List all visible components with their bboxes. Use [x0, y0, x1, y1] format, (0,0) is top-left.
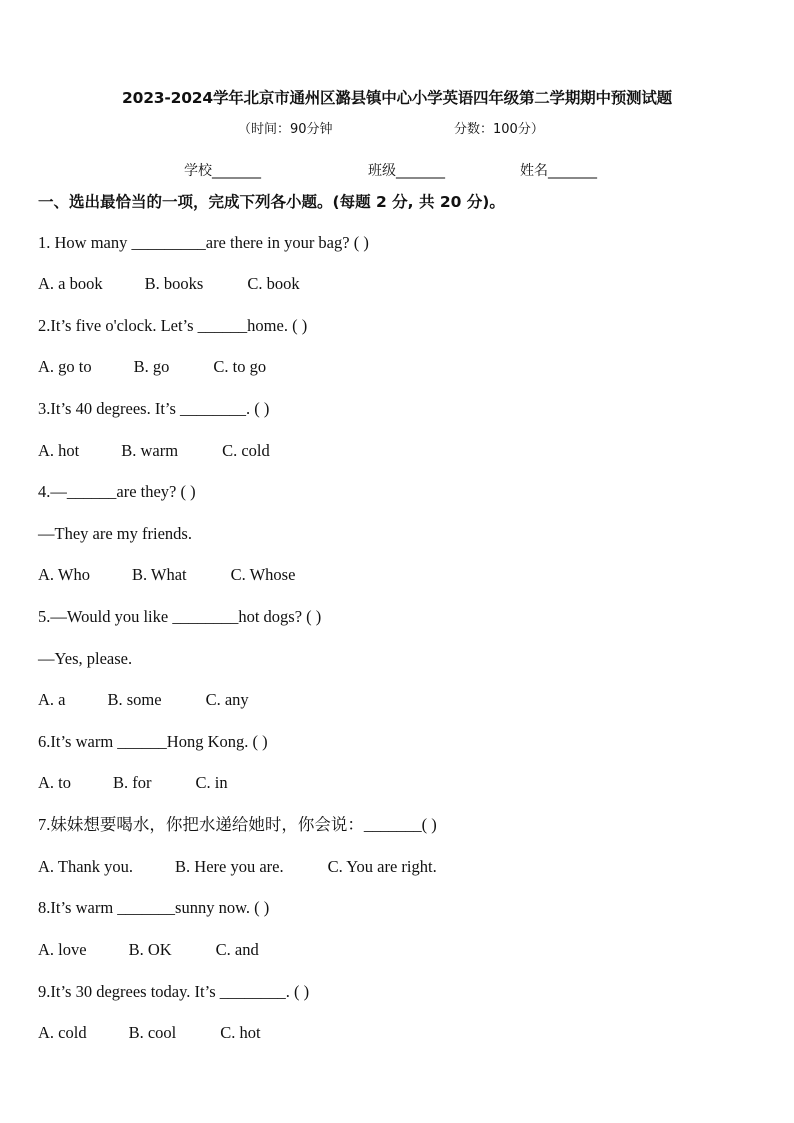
class-field: 班级_______	[368, 163, 445, 179]
option-a: A. love	[38, 940, 87, 959]
question-options	[38, 441, 270, 461]
option-c: C. hot	[220, 1023, 261, 1042]
question-stem: 4.—______are they? ( )	[38, 482, 196, 501]
option-b: B. cool	[128, 1023, 177, 1042]
question-options	[38, 690, 249, 710]
option-c: C. in	[195, 773, 228, 792]
option-b: B. Here you are.	[175, 857, 284, 876]
option-a: A. Thank you.	[38, 857, 134, 876]
question-stem: 2.It’s five o'clock. Let’s ______home. ( )	[38, 316, 308, 335]
question-stem: 6.It’s warm ______Hong Kong. ( )	[38, 732, 268, 751]
exam-time: （时间：90分钟	[238, 122, 333, 137]
option-b: B. OK	[128, 940, 172, 959]
option-c: C. any	[205, 690, 249, 709]
option-c: C. to go	[213, 357, 267, 376]
question-options	[38, 857, 437, 877]
option-a: A. to	[38, 773, 71, 792]
option-b: B. some	[107, 690, 162, 709]
option-b: B. warm	[121, 441, 179, 460]
question-options	[38, 1023, 261, 1043]
option-c: C. You are right.	[327, 857, 437, 876]
question-options	[38, 940, 259, 960]
option-a: A. a book	[38, 274, 103, 293]
question-stem: 5.—Would you like ________hot dogs? ( )	[38, 607, 322, 626]
option-a: A. hot	[38, 441, 80, 460]
option-c: C. and	[215, 940, 259, 959]
option-c: C. Whose	[230, 565, 296, 584]
question-stem: 3.It’s 40 degrees. It’s ________. ( )	[38, 399, 270, 418]
option-b: B. What	[131, 565, 187, 584]
question-options	[38, 274, 300, 294]
option-a: A. Who	[38, 565, 90, 584]
option-c: C. book	[247, 274, 300, 293]
section-heading: 一、选出最恰当的一项，完成下列各小题。(每题 2 分, 共 20 分)。	[38, 193, 505, 211]
option-c: C. cold	[222, 441, 270, 460]
question-options	[38, 565, 295, 585]
question-dialogue: —They are my friends.	[38, 524, 192, 543]
question-options	[38, 773, 228, 793]
exam-title: 2023-2024学年北京市通州区潞县镇中心小学英语四年级第二学期期中预测试题	[122, 89, 672, 107]
option-b: B. books	[144, 274, 204, 293]
school-field: 学校_______	[184, 163, 261, 179]
question-stem: 1. How many _________are there in your bag? ( )	[38, 233, 369, 252]
name-field: 姓名_______	[520, 163, 597, 179]
option-b: B. go	[133, 357, 170, 376]
option-a: A. cold	[38, 1023, 87, 1042]
exam-score: 分数：100分）	[454, 122, 544, 137]
option-b: B. for	[113, 773, 152, 792]
option-a: A. go to	[38, 357, 92, 376]
question-options	[38, 357, 266, 377]
question-dialogue: —Yes, please.	[38, 649, 133, 668]
question-stem: 9.It’s 30 degrees today. It’s ________. ( )	[38, 982, 310, 1001]
option-a: A. a	[38, 690, 66, 709]
question-stem: 8.It’s warm _______sunny now. ( )	[38, 898, 270, 917]
question-stem: 7.妹妹想要喝水，你把水递给她时，你会说：_______( )	[38, 815, 437, 834]
